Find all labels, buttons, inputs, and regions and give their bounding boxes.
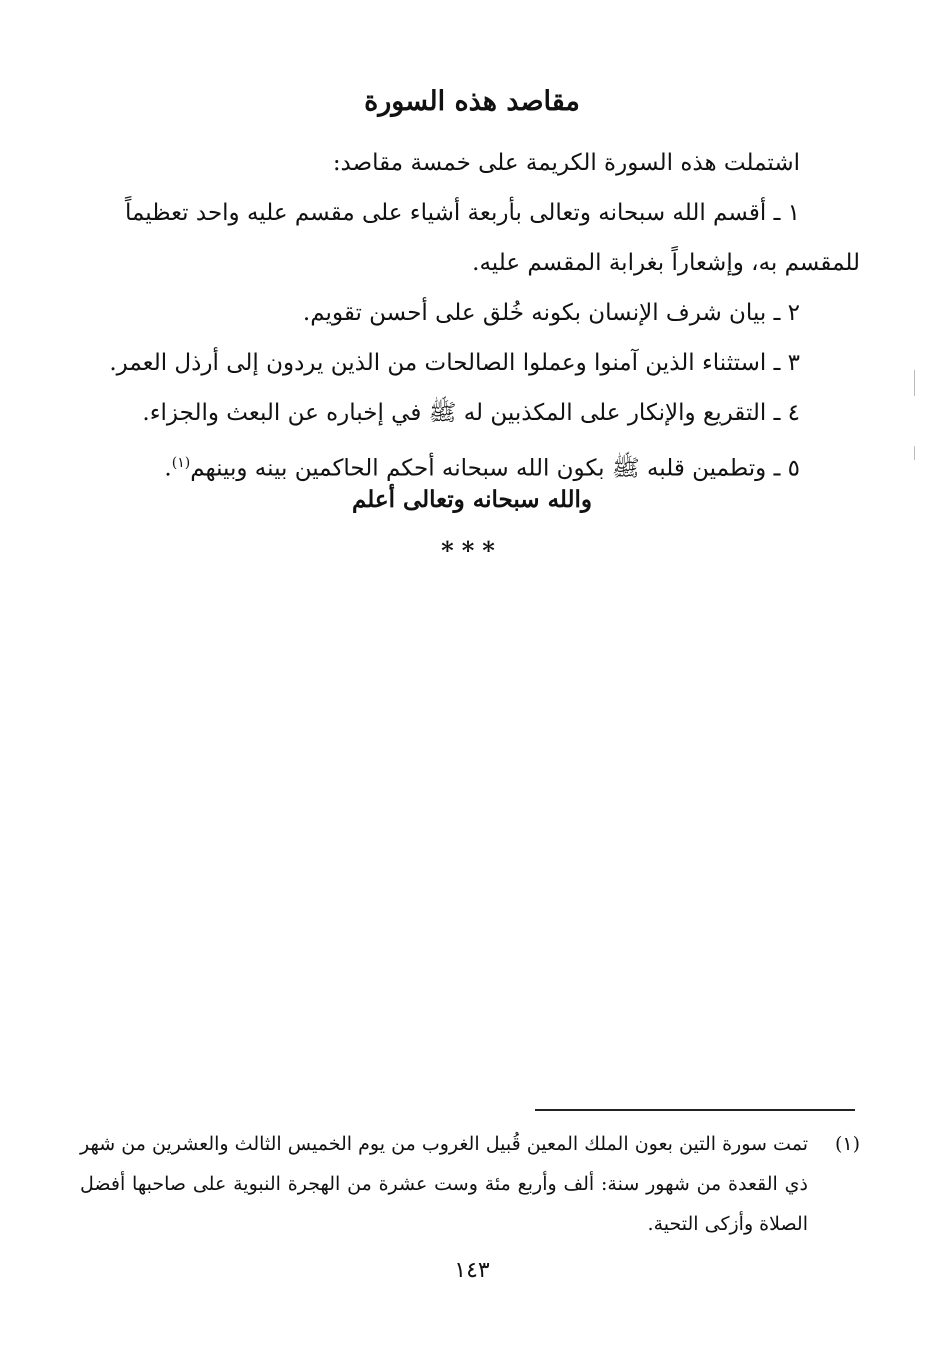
list-item: ٣ ـ استثناء الذين آمنوا وعملوا الصالحات من الذين يردون إلى أرذل العمر. <box>109 350 800 376</box>
footnote-marker: (١) <box>834 1133 860 1155</box>
body-text <box>80 138 860 494</box>
footnote <box>80 1124 860 1244</box>
scan-margin-mark <box>914 446 915 460</box>
footnote-text: تمت سورة التين بعون الملك المعين قُبيل الغروب من يوم الخميس الثالث والعشرين من شهر ذي القعدة من شهور سنة: ألف وأربع مئة وست عشرة من الهجرة النبوية على صاحبها أفضل الصلاة وأزكى التحية. <box>80 1133 808 1235</box>
list-item <box>80 188 860 288</box>
footnote-reference[interactable]: (١) <box>171 455 191 471</box>
list-item-line: ١ ـ أقسم الله سبحانه وتعالى بأربعة أشياء على مقسم عليه واحد تعظيماً <box>124 200 800 226</box>
list-item-text: ٥ ـ وتطمين قلبه ﷺ بكون الله سبحانه أحكم الحاكمين بينه وبينهم <box>190 455 800 482</box>
footnote-separator <box>535 1109 855 1111</box>
page-number: ١٤٣ <box>454 1258 490 1283</box>
section-divider-stars: *** <box>441 536 503 565</box>
intro-paragraph: اشتملت هذه السورة الكريمة على خمسة مقاصد: <box>332 150 800 176</box>
list-item-punctuation: . <box>164 455 172 482</box>
list-item: ٢ ـ بيان شرف الإنسان بكونه خُلق على أحسن تقويم. <box>302 300 800 326</box>
scan-margin-mark <box>914 370 915 396</box>
list-item: ٤ ـ التقريع والإنكار على المكذبين له ﷺ في إخباره عن البعث والجزاء. <box>142 400 800 426</box>
page-title: مقاصد هذه السورة <box>364 86 580 117</box>
closing-statement: والله سبحانه وتعالى أعلم <box>351 486 593 513</box>
list-item-line: للمقسم به، وإشعاراً بغرابة المقسم عليه. <box>472 250 860 276</box>
